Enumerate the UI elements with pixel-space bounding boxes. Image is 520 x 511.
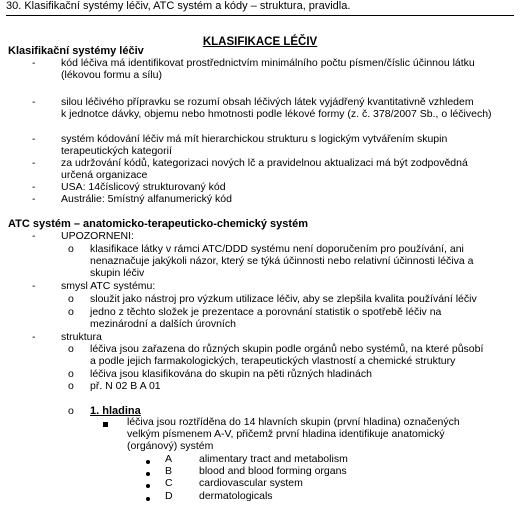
document-title: KLASIFIKACE LÉČIV	[202, 36, 318, 48]
circle-bullet: o	[68, 380, 74, 392]
list-item-line: určená organizace	[61, 169, 148, 181]
dash-bullet: -	[32, 193, 36, 205]
circle-bullet: o	[68, 343, 74, 355]
level1-heading: 1. hladina	[90, 405, 141, 417]
list-item-line: nenaznačuje jakýkoli názor, který se týká účinnosti nebo relativní účinnosti léčiva a	[90, 255, 474, 267]
list-item-line: kód léčiva má identifikovat prostřednictvím minimálního počtu písmen/číslic účinnou látku	[61, 57, 475, 69]
list-item-line: léčiva jsou zařazena do různých skupin podle orgánů nebo systémů, na které působí	[90, 343, 484, 355]
list-item-line: USA: 14číslicový strukturovaný kód	[61, 181, 226, 193]
list-item-line: systém kódování léčiv má mít hierarchickou strukturu s logickým vytvářením skupin	[61, 133, 448, 145]
list-item-line: mezinárodní a dalších úrovních	[90, 318, 236, 330]
circle-bullet: o	[68, 293, 74, 305]
circle-bullet: o	[68, 306, 74, 318]
section-heading-atc: ATC systém – anatomicko-terapeuticko-chemický systém	[8, 218, 308, 230]
list-item-line: silou léčivého přípravku se rozumí obsah léčivých látek vyjádřený kvantitativně vzhledem	[61, 96, 474, 108]
dot-bullet	[146, 455, 150, 468]
list-item-line: jedno z těchto složek je prezentace a porovnání statistik o spotřebě léčiv na	[90, 306, 442, 318]
list-item-line: Austrálie: 5místný alfanumerický kód	[61, 193, 232, 205]
group-name: alimentary tract and metabolism	[199, 453, 348, 465]
group-name: cardiovascular system	[199, 477, 303, 489]
list-item-line: za udržování kódů, kategorizaci nových lč a pravidelnou aktualizaci má být zodpovědná	[61, 157, 468, 169]
list-item-line: UPOZORNENI:	[61, 230, 134, 242]
circle-bullet: o	[68, 368, 74, 380]
dash-bullet: -	[32, 280, 36, 292]
dash-bullet: -	[32, 57, 36, 69]
dash-bullet: -	[32, 96, 36, 108]
list-item-line: velkým písmenem A-V, přičemž první hladina identifikuje anatomický	[127, 428, 445, 440]
list-item-line: struktura	[61, 331, 102, 343]
list-item-line: klasifikace látky v rámci ATC/DDD systému není doporučením pro používání, ani	[90, 243, 464, 255]
group-code: B	[165, 465, 173, 477]
list-item-line: sloužit jako nástroj pro výzkum utilizace léčiv, aby se zlepšila kvalita používání léčiv	[90, 293, 477, 305]
group-code: A	[165, 453, 173, 465]
list-item-line: (lékovou formu a sílu)	[61, 69, 162, 81]
group-name: blood and blood forming organs	[199, 465, 347, 477]
dash-bullet: -	[32, 230, 36, 242]
dash-bullet: -	[32, 331, 36, 343]
list-item-line: k jednotce dávky, objemu nebo hmotnosti podle lékové formy (z. č. 378/2007 Sb., o léčivech)	[61, 108, 492, 120]
list-item-line: smysl ATC systému:	[61, 280, 156, 292]
dash-bullet: -	[32, 157, 36, 169]
dash-bullet: -	[32, 181, 36, 193]
group-name: dermatologicals	[199, 490, 273, 502]
list-item-line: a podle jejich farmakologických, terapeutických vlastností a chemické struktury	[90, 355, 456, 367]
list-item-line: léčiva jsou roztříděna do 14 hlavních skupin (první hladina) označených	[127, 416, 460, 428]
dot-bullet	[146, 479, 150, 492]
list-item-line: léčiva jsou klasifikována do skupin na pěti různých hladinách	[90, 368, 372, 380]
page-header: 30. Klasifikační systémy léčiv, ATC systém a kódy – struktura, pravidla.	[6, 0, 514, 16]
dot-bullet	[146, 467, 150, 480]
circle-bullet: o	[68, 243, 74, 255]
group-code: D	[165, 490, 173, 502]
section-heading-classification: Klasifikační systémy léčiv	[8, 45, 144, 57]
dash-bullet: -	[32, 133, 36, 145]
list-item-line: (orgánový) systém	[127, 440, 214, 452]
list-item-line: terapeutických kategorií	[61, 145, 172, 157]
group-code: C	[165, 477, 173, 489]
list-item-line: př. N 02 B A 01	[90, 380, 161, 392]
dot-bullet	[146, 492, 150, 505]
square-bullet	[103, 418, 108, 431]
circle-bullet: o	[68, 405, 74, 417]
list-item-line: skupin léčiv	[90, 267, 145, 279]
